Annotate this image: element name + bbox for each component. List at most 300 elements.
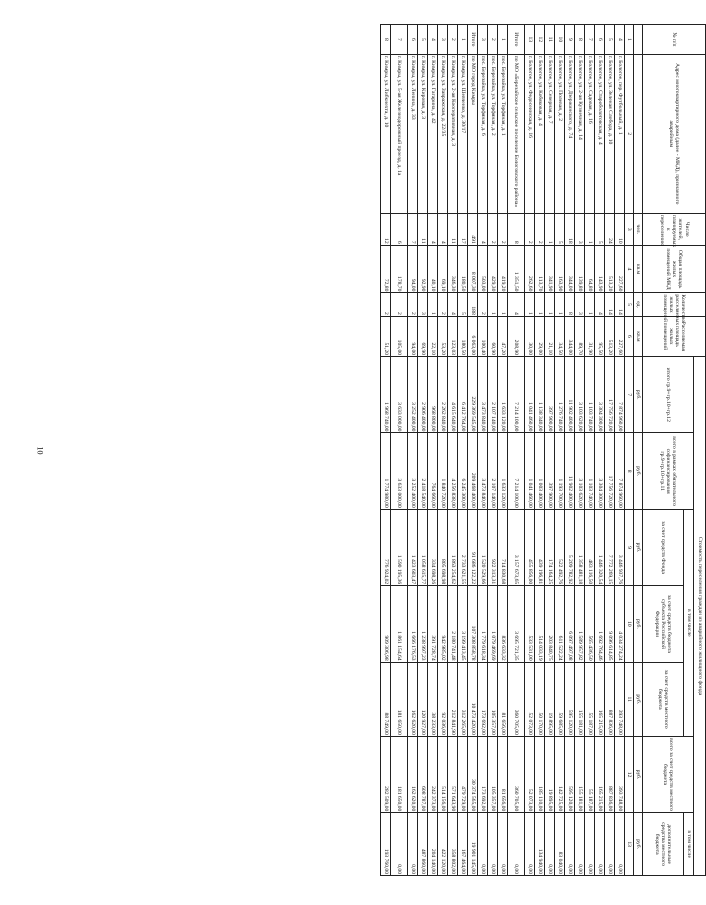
cell-s: 69,90	[418, 316, 428, 356]
table-row	[458, 25, 468, 876]
cell-n: 7	[391, 25, 408, 55]
cell-f: 455 856,00	[525, 509, 535, 585]
table-row	[408, 25, 418, 876]
cell-n: 5	[418, 25, 428, 55]
cell-loc: 10 473 420,00	[468, 662, 478, 736]
cell-p: 24	[605, 213, 615, 245]
cell-k: 188	[468, 293, 478, 316]
cell-p: 4	[438, 213, 448, 245]
header-count-premises: Количество расселяемых жилых помещений	[643, 293, 706, 316]
cell-sub: 2 180 741,48	[448, 586, 458, 662]
table-row	[535, 25, 545, 876]
cell-sub: 1 079 469,69	[488, 586, 498, 662]
cell-n: 4	[615, 25, 625, 55]
table-row	[555, 25, 565, 876]
cell-pr: 3 304 300,00	[595, 433, 605, 509]
cell-f: 7 772 269,15	[605, 509, 615, 585]
cell-lt: 30 374 565,00	[468, 736, 478, 812]
cell-n: Итого	[468, 25, 478, 55]
cell-sub: 3 199 413,45	[458, 586, 468, 662]
cell-pr: 2 418 540,00	[418, 433, 428, 509]
cell-addr: по МО «Березайское сельское поселение Бологовского района»	[508, 54, 525, 213]
header-cost-group: Стоимость переселения граждан из аварийного жилищного фонда	[694, 357, 706, 876]
cell-addr: по МО город Кимры	[468, 54, 478, 213]
cell-a: 64,80	[585, 245, 595, 293]
cell-le: 83 040,00	[555, 813, 565, 876]
table-row	[448, 25, 458, 876]
cell-sub: 1 692 764,46	[595, 586, 605, 662]
cell-pr: 2 107 140,00	[488, 433, 498, 509]
cell-a: 40,10	[428, 245, 438, 293]
cell-loc: 165 215,00	[595, 662, 605, 736]
cell-n: 10	[555, 25, 565, 55]
cell-s: 60,90	[488, 316, 498, 356]
cell-addr: пос. Березайка, ул. Торфяная, д. 1	[498, 54, 508, 213]
cell-f: 1 446 320,54	[595, 509, 605, 585]
cell-pr: 1 633 120,00	[498, 433, 508, 509]
table-row	[478, 25, 488, 876]
cell-a: 113,70	[535, 245, 545, 293]
cell-sub: 611 522,24	[555, 586, 565, 662]
cell-pr: 3 103 620,00	[575, 433, 585, 509]
cell-pr: 1 041 460,00	[525, 433, 535, 509]
cell-t: 3 473 840,00	[478, 357, 488, 433]
cell-sub: 6 097 497,08	[565, 586, 575, 662]
resettlement-table	[380, 24, 706, 876]
cell-addr: г. Бологое, ул. 2-ая Кузнечная, д. 14	[575, 54, 585, 213]
cell-a: 8 007,30	[468, 245, 478, 293]
cell-f: 714 830,68	[498, 509, 508, 585]
cell-a: 92,90	[418, 245, 428, 293]
cell-s: 344,00	[565, 316, 575, 356]
cell-lt: 887 836,00	[605, 736, 615, 812]
cell-lt: 52 073,00	[525, 736, 535, 812]
cell-f: 91 686 122,22	[468, 509, 478, 585]
cell-sub: 1 589 957,82	[575, 586, 585, 662]
cell-t: 1 041 460,00	[525, 357, 535, 433]
cell-le: 0,00	[525, 813, 535, 876]
cell-le: 0,00	[545, 813, 555, 876]
cell-lt: 393 748,00	[615, 736, 625, 812]
cell-addr: г. Бологое, ул. Кобяковая, д. 4	[535, 54, 545, 213]
cell-le: 0,00	[585, 813, 595, 876]
cell-sub: 514 033,19	[535, 586, 545, 662]
cell-loc: 105 357,00	[488, 662, 498, 736]
units-row: чел. кв.м ед. кв.м руб. руб. руб. руб. руб. руб. руб.	[634, 25, 643, 876]
cell-s: 227,60	[615, 316, 625, 356]
cell-k: 14	[615, 293, 625, 316]
header-local: за счет средств местного бюджета	[643, 662, 684, 736]
cell-loc: 162 620,00	[408, 662, 418, 736]
table-row	[575, 25, 585, 876]
cell-s: 180,50	[458, 316, 468, 356]
cell-t: 7 874 960,00	[615, 357, 625, 433]
cell-s: 100,40	[478, 316, 488, 356]
cell-lt: 142 725,00	[555, 736, 565, 812]
cell-k: 14	[605, 293, 615, 316]
cell-f: 2 733 621,55	[458, 509, 468, 585]
cell-p: 491	[468, 213, 478, 245]
cell-addr: г. Бологое, ул. Зеленая Слобода, д. 10	[605, 54, 615, 213]
cell-addr: г. Бологое, ул. Полевая, д. 2	[555, 54, 565, 213]
cell-a: 94,00	[408, 245, 418, 293]
cell-t: 11 902 400,00	[565, 357, 575, 433]
cell-lt: 595 120,00	[565, 736, 575, 812]
cell-p: 2	[535, 213, 545, 245]
cell-addr: г. Кимры, ул. Либкнехта, д. 10	[381, 54, 391, 213]
cell-le: 204 140,00	[428, 813, 438, 876]
cell-f: 334 698,26	[428, 509, 438, 585]
cell-k: 4	[448, 293, 458, 316]
cell-n: 2	[488, 25, 498, 55]
cell-lt: 360 705,00	[508, 736, 525, 812]
cell-lt: 608 787,00	[418, 736, 428, 812]
cell-loc: 595 120,00	[565, 662, 575, 736]
cell-sub: 836 633,32	[498, 586, 508, 662]
cell-addr: пос. Березайка, ул. Торфяная, д. 2	[488, 54, 498, 213]
cell-pr: 3 252 400,00	[408, 433, 418, 509]
cell-lt: 181 650,00	[391, 736, 408, 812]
cell-le: 0,00	[391, 813, 408, 876]
cell-t: 17 756 720,00	[605, 357, 615, 433]
cell-loc: 38 233,00	[428, 662, 438, 736]
cell-sub: 9 096 614,85	[605, 586, 615, 662]
cell-a: 1 351,50	[508, 245, 525, 293]
cell-addr: г. Кимры, ул. 5-ая Железнодорожный проезд, д. 1а	[391, 54, 408, 213]
cell-lt: 242 373,00	[428, 736, 438, 812]
cell-loc: 92 036,00	[438, 662, 448, 736]
cell-loc: 312 265,00	[458, 662, 468, 736]
cell-s: 51,20	[381, 316, 391, 356]
cell-a: 503,00	[478, 245, 488, 293]
cell-le: 134 940,00	[535, 813, 545, 876]
cell-p: 4	[428, 213, 438, 245]
cell-addr: г. Бологое, ул. Староболотовская, д. 4	[595, 54, 605, 213]
cell-loc: 173 692,00	[478, 662, 488, 736]
cell-t: 3 252 400,00	[408, 357, 418, 433]
cell-t: 3 633 000,00	[391, 357, 408, 433]
cell-le: 0,00	[595, 813, 605, 876]
cell-s: 29,00	[535, 316, 545, 356]
cell-pr: 764 660,00	[428, 433, 438, 509]
cell-a: 513,20	[605, 245, 615, 293]
cell-t: 1 138 340,00	[535, 357, 545, 433]
cell-s: 208,90	[508, 316, 525, 356]
cell-n: 5	[605, 25, 615, 55]
table-row	[565, 25, 575, 876]
cell-k: 1	[545, 293, 555, 316]
cell-t: 229 369 545,00	[468, 357, 478, 433]
cell-le: 0,00	[478, 813, 488, 876]
cell-t: 1 276 740,00	[555, 357, 565, 433]
cell-loc: 81 656,00	[498, 662, 508, 736]
cell-f: 805 698,98	[438, 509, 448, 585]
cell-a: 346,30	[448, 245, 458, 293]
cell-pr: 1 774 980,00	[381, 433, 391, 509]
cell-sub: 4 034 274,24	[615, 586, 625, 662]
cell-p: 18	[565, 213, 575, 245]
header-resettled-area: Расселяемая площадь жилых помещений	[643, 316, 706, 356]
cell-t: 3 103 620,00	[575, 357, 585, 433]
cell-k: 4	[508, 293, 525, 316]
cell-n: 4	[428, 25, 438, 55]
header-total-area: Общая площадь жилых помещений МКД	[643, 245, 706, 293]
cell-n: 11	[545, 25, 555, 55]
cell-k: 1	[428, 293, 438, 316]
cell-sub: 107 308 858,78	[468, 586, 478, 662]
cell-n: 13	[525, 25, 535, 55]
cell-f: 1 058 615,77	[418, 509, 428, 585]
cell-n: 6	[595, 25, 605, 55]
cell-sub: 3 695 721,35	[508, 586, 525, 662]
cell-k: 2	[478, 293, 488, 316]
cell-addr: г. Бологое, ул. Федосеинская, д. 16	[525, 54, 535, 213]
cell-t: 6 412 764,00	[458, 357, 468, 433]
page-number: 10	[35, 446, 45, 455]
cell-pr: 1 103 740,00	[585, 433, 595, 509]
cell-pr: 17 756 720,00	[605, 433, 615, 509]
cell-n: 2	[448, 25, 458, 55]
cell-f: 3 157 673,65	[508, 509, 525, 585]
cell-le: 0,00	[605, 813, 615, 876]
cell-pr: 1 193 700,00	[555, 433, 565, 509]
cell-a: 419,20	[498, 245, 508, 293]
cell-sub: 909 306,98	[381, 586, 391, 662]
cell-s: 94,00	[408, 316, 418, 356]
cell-p: 4	[478, 213, 488, 245]
cell-p: 2	[525, 213, 535, 245]
cell-a: 429,30	[488, 245, 498, 293]
cell-f: 1 520 529,66	[478, 509, 488, 585]
cell-pr: 1 003 400,00	[535, 433, 545, 509]
cell-loc: 360 705,00	[508, 662, 525, 736]
cell-s: 53,20	[438, 316, 448, 356]
cell-loc: 181 650,00	[391, 662, 408, 736]
cell-lt: 282 509,00	[381, 736, 391, 812]
cell-k: 1	[488, 293, 498, 316]
cell-addr: г. Бологое, пер. Футбольный, д. 1	[615, 54, 625, 213]
cell-pr: 4 256 838,00	[448, 433, 458, 509]
header-local-total: всего за счет средств местного бюджета	[643, 736, 694, 812]
header-address: Адрес многоквартирного дома (далее - МКД), признанного аварийным	[643, 54, 706, 213]
cell-addr: г. Кимры, ул. 2-ая Кооперативная, д. 3	[448, 54, 458, 213]
cell-p: 2	[498, 213, 508, 245]
cell-n: 1	[458, 25, 468, 55]
cell-lt: 185 110,00	[535, 736, 545, 812]
cell-n: 3	[478, 25, 488, 55]
cell-sub: 942 985,02	[438, 586, 448, 662]
cell-loc: 393 748,00	[615, 662, 625, 736]
cell-k: 5	[458, 293, 468, 316]
cell-le: 0,00	[488, 813, 498, 876]
cell-a: 69,10	[438, 245, 448, 293]
cell-a: 344,00	[565, 245, 575, 293]
cell-pr: 7 874 960,00	[615, 433, 625, 509]
cell-pr: 209 468 400,00	[468, 433, 478, 509]
cell-pr: 3 633 000,00	[391, 433, 408, 509]
cell-n: 1	[498, 25, 508, 55]
cell-t: 7 214 100,00	[508, 357, 525, 433]
cell-p: 3	[575, 213, 585, 245]
cell-k: 3	[418, 293, 428, 316]
cell-s: 95,50	[595, 316, 605, 356]
cell-f: 5 209 782,92	[565, 509, 575, 585]
cell-sub: 391 728,74	[428, 586, 438, 662]
table-row	[488, 25, 498, 876]
cell-p: 17	[458, 213, 468, 245]
cell-le: 19 901 145,00	[468, 813, 478, 876]
cell-a: 139,80	[575, 245, 585, 293]
table-row	[391, 25, 408, 876]
cell-k: 2	[408, 293, 418, 316]
cell-k: 3	[575, 293, 585, 316]
cell-lt: 479 729,00	[458, 736, 468, 812]
cell-pr: 397 900,00	[545, 433, 555, 509]
cell-loc: 212 841,90	[448, 662, 458, 736]
cell-t: 2 906 400,00	[418, 357, 428, 433]
cell-p: 12	[381, 213, 391, 245]
cell-le: 422 120,00	[438, 813, 448, 876]
cell-addr: г. Кимры, ул. Ленина, д. 33	[408, 54, 418, 213]
cell-loc: 19 895,00	[545, 662, 555, 736]
cell-s: 105,00	[391, 316, 408, 356]
cell-s: 123,03	[448, 316, 458, 356]
cell-le: 0,00	[615, 813, 625, 876]
cell-p: 8	[508, 213, 525, 245]
cell-t: 2 262 840,00	[438, 357, 448, 433]
table-total-row	[468, 25, 478, 876]
cell-pr: 1 840 720,00	[438, 433, 448, 509]
cell-loc: 50 170,00	[535, 662, 545, 736]
cell-p: 11	[418, 213, 428, 245]
cell-t: 968 800,00	[428, 357, 438, 433]
cell-f: 1 423 603,47	[408, 509, 418, 585]
table-row	[605, 25, 615, 876]
cell-p: 2	[488, 213, 498, 245]
rotated-table-container	[180, 24, 706, 876]
cell-k: 1	[585, 293, 595, 316]
cell-f: 439 196,81	[535, 509, 545, 585]
cell-n: 6	[408, 25, 418, 55]
header-num: № п/п	[643, 25, 706, 55]
cell-lt: 55 187,00	[585, 736, 595, 812]
cell-lt: 571 643,90	[448, 736, 458, 812]
cell-lt: 81 656,00	[498, 736, 508, 812]
cell-p: 6	[391, 213, 408, 245]
cell-a: 143,90	[595, 245, 605, 293]
cell-n: Итого	[508, 25, 525, 55]
cell-loc: 88 749,00	[381, 662, 391, 736]
cell-p: 5	[595, 213, 605, 245]
cell-lt: 173 692,00	[478, 736, 488, 812]
table-row	[428, 25, 438, 876]
cell-pr: 6 245 300,00	[458, 433, 468, 509]
cell-k: 2	[381, 293, 391, 316]
cell-lt: 105 357,00	[488, 736, 498, 812]
cell-a: 178,70	[391, 245, 408, 293]
cell-p: 10	[615, 213, 625, 245]
cell-f: 1 863 254,62	[448, 509, 458, 585]
cell-addr: г. Кимры, ул. Шевченко, д. 30/17	[458, 54, 468, 213]
cell-le: 487 860,00	[418, 813, 428, 876]
cell-loc: 155 181,00	[575, 662, 585, 736]
cell-sub: 533 531,00	[525, 586, 535, 662]
cell-s: 89,70	[575, 316, 585, 356]
table-row	[418, 25, 428, 876]
table-total-row	[508, 25, 525, 876]
cell-p: 7	[408, 213, 418, 245]
cell-addr: г. Бологое, ул. Садовая, д. 16	[585, 54, 595, 213]
cell-s: 30,00	[525, 316, 535, 356]
header-federal-subject: за счет средств бюджета субъекта Российской Федерации	[643, 586, 684, 662]
cell-lt: 155 181,00	[575, 736, 585, 812]
cell-n: 12	[535, 25, 545, 55]
cell-sub: 1 238 997,23	[418, 586, 428, 662]
cell-addr: г. Бологое, ул. Северная, д. 7	[545, 54, 555, 213]
cell-pr: 3 473 840,00	[478, 433, 488, 509]
cell-k: 4	[595, 293, 605, 316]
cell-t: 1 103 740,00	[585, 357, 595, 433]
cell-a: 262,60	[525, 245, 535, 293]
cell-a: 341,90	[545, 245, 555, 293]
cell-addr: пос. Березайка, ул. Торфяная, д. 6	[478, 54, 488, 213]
table-row	[585, 25, 595, 876]
cell-loc: 120 927,00	[418, 662, 428, 736]
cell-n: 3	[438, 25, 448, 55]
cell-lt: 19 895,00	[545, 736, 555, 812]
cell-lt: 165 215,00	[595, 736, 605, 812]
cell-s: 21,10	[545, 316, 555, 356]
cell-n: 8	[575, 25, 585, 55]
header-fund: за счет средств Фонда	[643, 509, 684, 585]
cell-t: 1 633 120,00	[498, 357, 508, 433]
cell-s: 31,90	[585, 316, 595, 356]
cell-n: 9	[565, 25, 575, 55]
table-row	[381, 25, 391, 876]
cell-s: 34,50	[555, 316, 565, 356]
cell-s: 47,20	[498, 316, 508, 356]
cell-t: 4 615 640,00	[448, 357, 458, 433]
cell-n: 7	[585, 25, 595, 55]
cell-t: 2 107 140,00	[488, 357, 498, 433]
cell-k: 1	[535, 293, 545, 316]
table-row	[438, 25, 448, 876]
cell-p: 11	[448, 213, 458, 245]
cell-pr: 7 214 100,00	[508, 433, 525, 509]
cell-loc: 59 685,00	[555, 662, 565, 736]
header-resettled-persons: Число жителей, планируемых к переселению	[643, 213, 706, 245]
cell-k: 2	[391, 293, 408, 316]
cell-f: 922 313,31	[488, 509, 498, 585]
cell-loc: 52 073,00	[525, 662, 535, 736]
cell-loc: 55 187,00	[585, 662, 595, 736]
cell-k: 8	[565, 293, 575, 316]
cell-n: 8	[381, 25, 391, 55]
cell-t: 1 968 740,00	[381, 357, 391, 433]
cell-le: 0,00	[408, 813, 418, 876]
table-row	[615, 25, 625, 876]
cell-lt: 514 156,00	[438, 736, 448, 812]
cell-t: 397 900,00	[545, 357, 555, 433]
cell-k: 1	[525, 293, 535, 316]
cell-addr: г. Кимры, ул. Гагарина, д. 42	[428, 54, 438, 213]
cell-le: 0,00	[498, 813, 508, 876]
cell-sub: 1 861 154,64	[391, 586, 408, 662]
cell-p: 5	[555, 213, 565, 245]
cell-a: 72,80	[381, 245, 391, 293]
header-including: в том числе	[684, 509, 694, 736]
table-row	[525, 25, 535, 876]
